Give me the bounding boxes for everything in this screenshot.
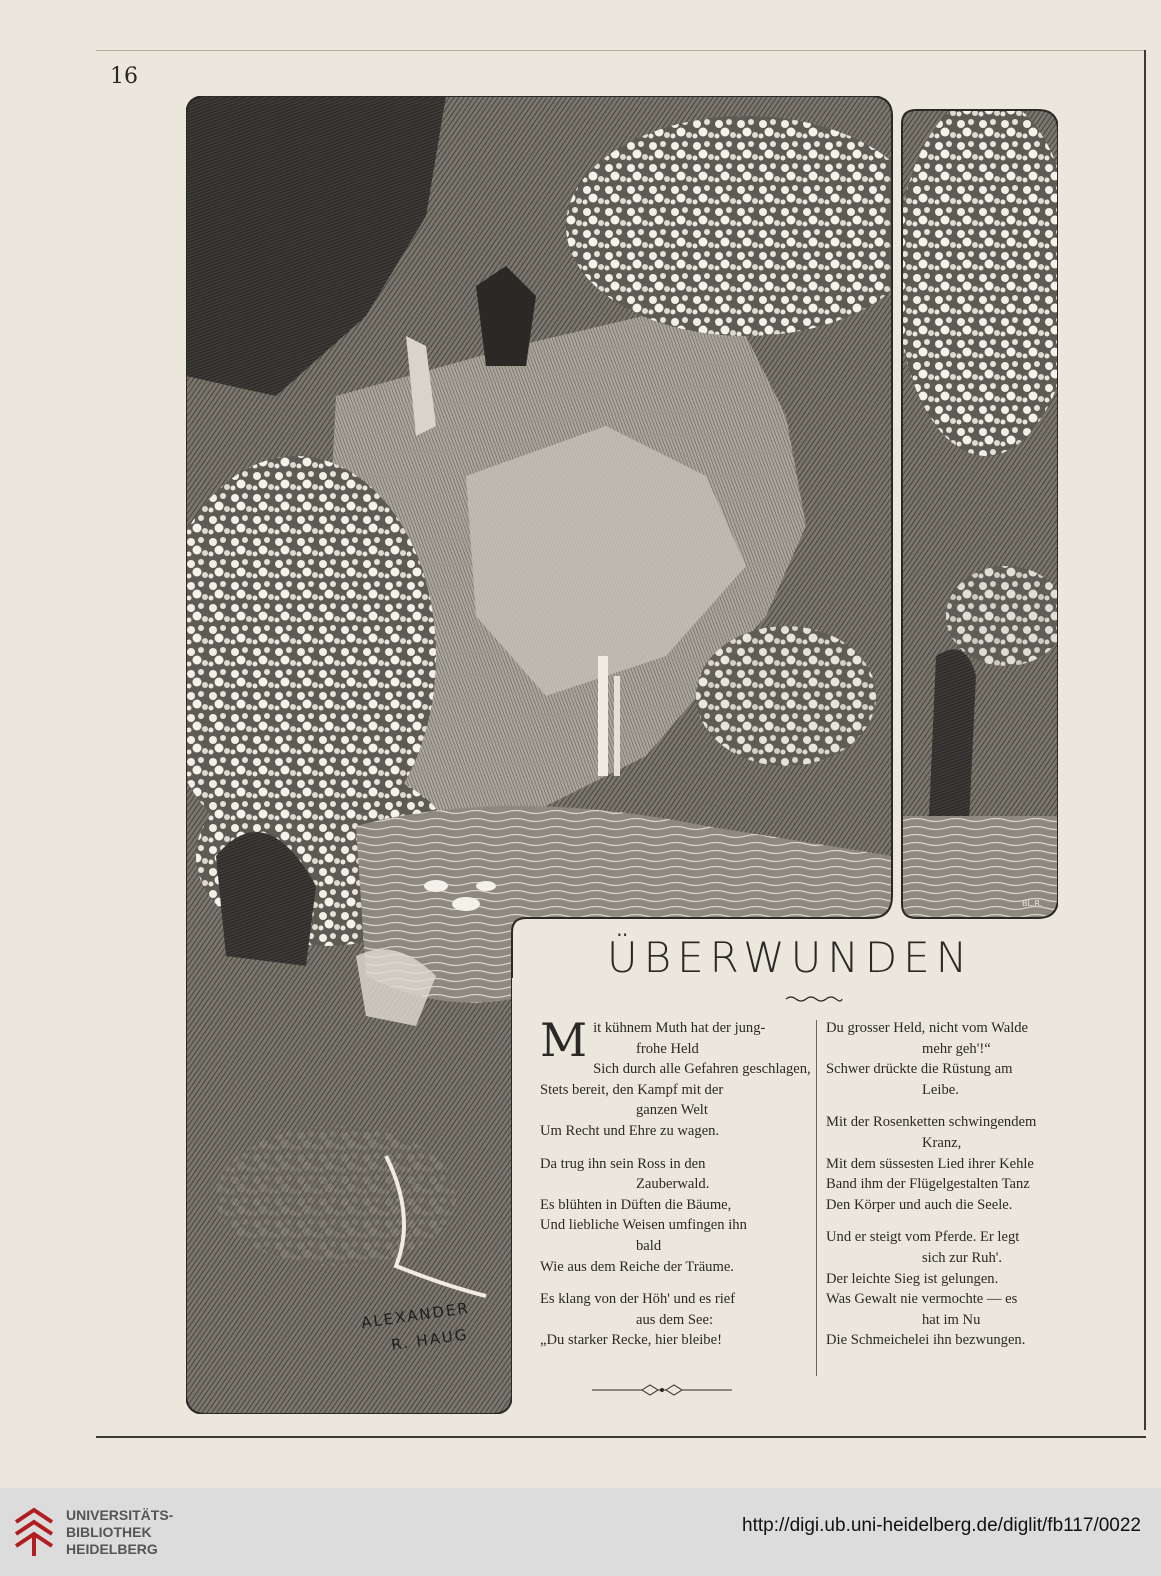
page-edge-top xyxy=(96,50,1146,51)
closing-ornament xyxy=(592,1384,732,1396)
poem-line: „Du starker Recke, hier bleibe! xyxy=(540,1332,722,1349)
poem-line: hat im Nu xyxy=(922,1311,981,1328)
poem-line: aus dem See: xyxy=(636,1311,714,1328)
poem-line: Kranz, xyxy=(922,1134,962,1151)
poem-line: Den Körper und auch die Seele. xyxy=(826,1196,1013,1213)
engraver-mark: BL.R. xyxy=(1022,899,1043,908)
poem-column-right xyxy=(826,1018,1062,1363)
artist-signature-2: R. HAUG xyxy=(390,1325,470,1354)
poem-line: Sich durch alle Gefahren geschlagen, xyxy=(593,1061,811,1078)
poem-title: ÜBERWUNDEN xyxy=(606,933,974,982)
poem-line: Zauberwald. xyxy=(636,1176,710,1193)
artist-signature: ALEXANDER xyxy=(360,1298,471,1332)
poem-line: Du grosser Held, nicht vom Walde xyxy=(826,1020,1029,1036)
stanza xyxy=(826,1112,1062,1215)
poem-line: sich zur Ruh'. xyxy=(922,1249,1003,1266)
poem-line-text: it kühnem Muth hat der jung- xyxy=(593,1020,766,1036)
stanza xyxy=(540,1289,812,1351)
poem-line: Die Schmeichelei ihn bezwungen. xyxy=(826,1332,1026,1349)
university-library-logo-icon[interactable] xyxy=(12,1504,56,1558)
stanza xyxy=(826,1018,1062,1100)
poem-line: Um Recht und Ehre zu wagen. xyxy=(540,1122,720,1139)
poem-line: Was Gewalt nie vermochte — es xyxy=(826,1291,1018,1308)
poem-line: Schwer drückte die Rüstung am xyxy=(826,1061,1013,1078)
library-name-line: UNIVERSITÄTS- xyxy=(66,1507,174,1523)
stanza xyxy=(540,1154,812,1278)
permalink-url[interactable]: http://digi.ub.uni-heidelberg.de/diglit/fb117/0022 xyxy=(742,1515,1141,1536)
page-border-right xyxy=(1144,50,1146,1430)
page-border-bottom xyxy=(96,1436,1146,1438)
page-number: 16 xyxy=(110,64,138,89)
poem-line: Da trug ihn sein Ross in den xyxy=(540,1155,706,1172)
poem-line: Stets bereit, den Kampf mit der xyxy=(540,1081,724,1098)
poem-line: Der leichte Sieg ist gelungen. xyxy=(826,1270,999,1287)
poem-line: Mit dem süssesten Lied ihrer Kehle xyxy=(826,1155,1034,1172)
poem-line: Und liebliche Weisen umfingen ihn xyxy=(540,1217,747,1234)
stanza xyxy=(540,1013,812,1142)
poem-column-left xyxy=(540,1013,812,1363)
poem-line: bald xyxy=(636,1237,662,1254)
poem-line: Es klang von der Höh' und es rief xyxy=(540,1291,736,1308)
poem-line: ganzen Welt xyxy=(636,1102,708,1119)
column-divider xyxy=(816,1020,817,1376)
stanza xyxy=(826,1227,1062,1351)
drop-cap: M xyxy=(540,1013,588,1067)
poem-line: Es blühten in Düften die Bäume, xyxy=(540,1196,732,1213)
poem-line: Und er steigt vom Pferde. Er legt xyxy=(826,1229,1020,1246)
title-ornament xyxy=(784,994,844,1004)
poem-line: Wie aus dem Reiche der Träume. xyxy=(540,1258,734,1275)
poem-line: Mit der Rosenketten schwingendem xyxy=(826,1114,1037,1131)
poem-line: mehr geh'!“ xyxy=(922,1040,991,1057)
library-name-line: BIBLIOTHEK xyxy=(66,1524,152,1540)
library-name[interactable] xyxy=(66,1507,173,1558)
viewer-footer xyxy=(0,1488,1161,1576)
poem-line: Band ihm der Flügelgestalten Tanz xyxy=(826,1176,1030,1193)
poem-line: Leibe. xyxy=(922,1081,959,1098)
library-name-line: HEIDELBERG xyxy=(66,1541,158,1557)
poem-line: frohe Held xyxy=(636,1040,699,1057)
